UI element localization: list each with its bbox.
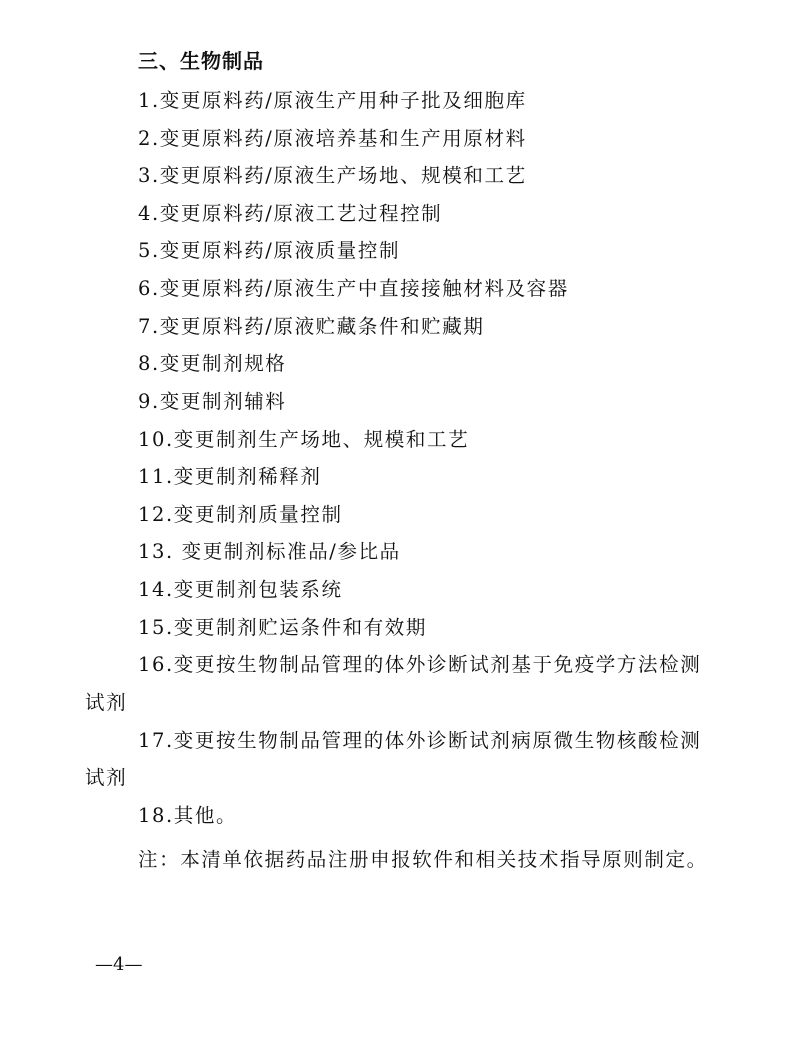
- list-item: 12.变更制剂质量控制: [138, 503, 343, 526]
- list-item: 8.变更制剂规格: [138, 352, 287, 375]
- list-item: 16.变更按生物制品管理的体外诊断试剂基于免疫学方法检测: [138, 653, 702, 676]
- list-item: 5.变更原料药/原液质量控制: [138, 239, 401, 262]
- list-item: 18.其他。: [138, 804, 238, 827]
- section-heading: 三、生物制品: [138, 49, 264, 73]
- list-item: 6.变更原料药/原液生产中直接接触材料及容器: [138, 277, 569, 300]
- list-item: 10.变更制剂生产场地、规模和工艺: [138, 428, 470, 451]
- list-item: 4.变更原料药/原液工艺过程控制: [138, 202, 443, 225]
- list-item-continuation: 试剂: [85, 766, 128, 789]
- list-item-continuation: 试剂: [85, 691, 128, 714]
- list-item: 3.变更原料药/原液生产场地、规模和工艺: [138, 164, 527, 187]
- list-item: 14.变更制剂包装系统: [138, 578, 343, 601]
- list-item: 7.变更原料药/原液贮藏条件和贮藏期: [138, 315, 485, 338]
- list-item: 1.变更原料药/原液生产用种子批及细胞库: [138, 89, 527, 112]
- page-number: —4—: [95, 954, 143, 975]
- list-item: 2.变更原料药/原液培养基和生产用原材料: [138, 127, 527, 150]
- list-item: 13. 变更制剂标准品/参比品: [138, 540, 401, 563]
- list-item: 17.变更按生物制品管理的体外诊断试剂病原微生物核酸检测: [138, 729, 702, 752]
- list-item: 15.变更制剂贮运条件和有效期: [138, 616, 428, 639]
- footnote: 注：本清单依据药品注册申报软件和相关技术指导原则制定。: [138, 848, 708, 871]
- list-item: 9.变更制剂辅料: [138, 390, 287, 413]
- list-item: 11.变更制剂稀释剂: [138, 465, 322, 488]
